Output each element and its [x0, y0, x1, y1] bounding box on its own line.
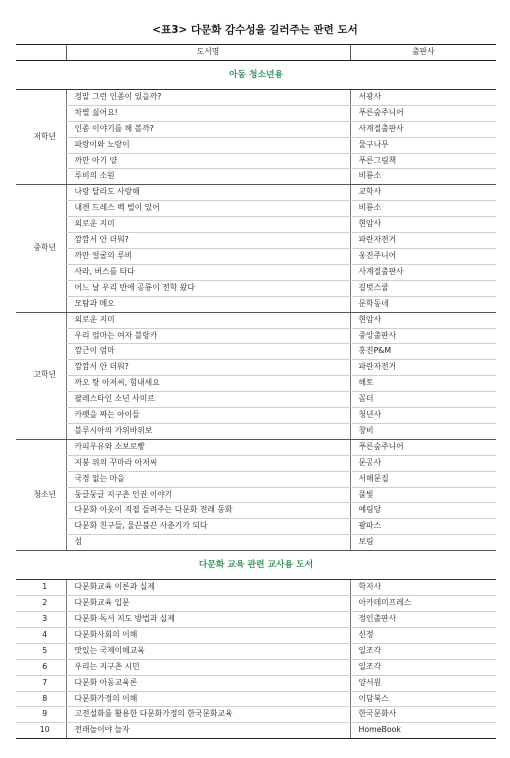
book-publisher: 길벗스쿨 [350, 280, 496, 296]
book-title: 까만 아기 양 [66, 153, 350, 169]
table-row [16, 612, 496, 628]
book-publisher: 중앙출판사 [350, 328, 496, 344]
row-number: 1 [16, 580, 66, 596]
row-number: 2 [16, 596, 66, 612]
table-row [16, 596, 496, 612]
table-row [16, 408, 496, 424]
table-row [16, 723, 496, 739]
book-publisher: 푸른숲주니어 [350, 105, 496, 121]
book-title: 파랑이와 노랑이 [66, 137, 350, 153]
row-number: 6 [16, 659, 66, 675]
book-title: 다문화가정의 이해 [66, 691, 350, 707]
book-title: 우리는 지구촌 시민 [66, 659, 350, 675]
table-row [16, 264, 496, 280]
book-title: 다문화교육 이론과 실제 [66, 580, 350, 596]
book-publisher: 파란자전거 [350, 233, 496, 249]
book-publisher: 팜파스 [350, 519, 496, 535]
book-publisher: 창비 [350, 423, 496, 439]
table-row [16, 201, 496, 217]
book-title: 다문화 독서 지도 방법과 실제 [66, 612, 350, 628]
header-row [16, 45, 496, 61]
book-title: 인종 이야기를 해 볼까? [66, 121, 350, 137]
table-row [16, 707, 496, 723]
book-publisher: 교학사 [350, 185, 496, 201]
table-row [16, 535, 496, 551]
book-title: 외로운 지미 [66, 312, 350, 328]
table-row [16, 105, 496, 121]
book-title: 나랑 달라도 사랑해 [66, 185, 350, 201]
book-publisher: 비룡소 [350, 169, 496, 185]
book-publisher: 일조각 [350, 659, 496, 675]
book-publisher: 사계절출판사 [350, 264, 496, 280]
row-number: 9 [16, 707, 66, 723]
table-row [16, 89, 496, 105]
book-publisher: 문학동네 [350, 296, 496, 312]
table-body [16, 60, 496, 738]
book-publisher: 신정 [350, 627, 496, 643]
book-title: 카피우유와 소보로빵 [66, 439, 350, 455]
book-title: 고전설화를 활용한 다문화가정의 한국문화교육 [66, 707, 350, 723]
row-number: 4 [16, 627, 66, 643]
grade-group-label: 저학년 [16, 89, 66, 184]
book-publisher: 현암사 [350, 217, 496, 233]
section-heading-youth [16, 60, 496, 89]
book-title: 내겐 드레스 백 벌이 있어 [66, 201, 350, 217]
book-publisher: 홍진P&M [350, 344, 496, 360]
book-publisher: 청년사 [350, 408, 496, 424]
table-row [16, 312, 496, 328]
table-row [16, 392, 496, 408]
row-number: 7 [16, 675, 66, 691]
table-row [16, 455, 496, 471]
table-row [16, 137, 496, 153]
book-table [16, 44, 496, 739]
table-row [16, 185, 496, 201]
book-publisher: 정인출판사 [350, 612, 496, 628]
book-publisher: 꼼더 [350, 392, 496, 408]
book-title: 차별 싫어요! [66, 105, 350, 121]
book-publisher: 이담북스 [350, 691, 496, 707]
book-publisher: 비룡소 [350, 201, 496, 217]
table-row [16, 280, 496, 296]
table-row [16, 487, 496, 503]
book-publisher: 서해문집 [350, 471, 496, 487]
book-title: 우리 엄마는 여자 블랑카 [66, 328, 350, 344]
book-title: 팔레스타인 소년 사미르 [66, 392, 350, 408]
book-publisher: HomeBook [350, 723, 496, 739]
book-publisher: 한국문화사 [350, 707, 496, 723]
book-title: 정말 그런 인종이 있을까? [66, 89, 350, 105]
book-title: 사라, 버스를 타다 [66, 264, 350, 280]
book-title: 섬 [66, 535, 350, 551]
table-row [16, 376, 496, 392]
row-number: 8 [16, 691, 66, 707]
table-row [16, 627, 496, 643]
book-title: 다문화교육 입문 [66, 596, 350, 612]
book-publisher: 서광사 [350, 89, 496, 105]
grade-group-label: 고학년 [16, 312, 66, 439]
book-title: 까오 탕 아저씨, 힘내세요 [66, 376, 350, 392]
book-title: 외로운 지미 [66, 217, 350, 233]
table-caption: <표3> 다문화 감수성을 길러주는 관련 도서 [152, 24, 358, 36]
book-publisher: 아카데미프레스 [350, 596, 496, 612]
book-title: 까만 얼굴의 루비 [66, 248, 350, 264]
book-publisher: 사계절출판사 [350, 121, 496, 137]
header-title: 도서명 [66, 45, 350, 61]
book-title: 깜근이 엄마 [66, 344, 350, 360]
book-publisher: 예림당 [350, 503, 496, 519]
row-number: 3 [16, 612, 66, 628]
book-publisher: 일조각 [350, 643, 496, 659]
book-title: 다문화 이웃이 직접 들려주는 다문화 전래 동화 [66, 503, 350, 519]
book-publisher: 문공사 [350, 455, 496, 471]
book-title: 전래놀이야 놀자 [66, 723, 350, 739]
book-publisher: 물구나무 [350, 137, 496, 153]
section-label: 다문화 교육 관련 교사용 도서 [16, 551, 496, 580]
book-title: 맛있는 국제이해교육 [66, 643, 350, 659]
table-row [16, 643, 496, 659]
book-publisher: 보림 [350, 535, 496, 551]
table-row [16, 217, 496, 233]
book-publisher: 풀빛 [350, 487, 496, 503]
book-publisher: 해토 [350, 376, 496, 392]
table-row [16, 233, 496, 249]
table-row [16, 121, 496, 137]
section-label: 아동 청소년용 [16, 60, 496, 89]
table-row [16, 248, 496, 264]
row-number: 10 [16, 723, 66, 739]
book-title: 어느 날 우리 반에 공룡이 전학 왔다 [66, 280, 350, 296]
book-title: 국경 없는 마을 [66, 471, 350, 487]
table-row [16, 296, 496, 312]
table-row [16, 691, 496, 707]
book-title: 다문화사회의 이해 [66, 627, 350, 643]
book-publisher: 현암사 [350, 312, 496, 328]
header-empty [16, 45, 66, 61]
book-title: 모탐과 메오 [66, 296, 350, 312]
book-title: 다문화 아동교육론 [66, 675, 350, 691]
table-row [16, 153, 496, 169]
table-row [16, 328, 496, 344]
book-title: 지붕 위의 꾸마라 아저씨 [66, 455, 350, 471]
book-publisher: 푸른숲주니어 [350, 439, 496, 455]
table-row [16, 675, 496, 691]
section-heading-teacher [16, 551, 496, 580]
book-title: 블루시아의 가위바위보 [66, 423, 350, 439]
book-publisher: 파란자전거 [350, 360, 496, 376]
book-publisher: 웅진주니어 [350, 248, 496, 264]
book-title: 깜깜서 안 더워? [66, 360, 350, 376]
table-row [16, 169, 496, 185]
book-title: 다문화 친구들, 울끈불끈 사춘기가 되다 [66, 519, 350, 535]
table-row [16, 423, 496, 439]
row-number: 5 [16, 643, 66, 659]
table-row [16, 471, 496, 487]
book-publisher: 푸른그림책 [350, 153, 496, 169]
table-row [16, 344, 496, 360]
book-title: 카펫을 짜는 아이들 [66, 408, 350, 424]
book-title: 루비의 소원 [66, 169, 350, 185]
book-publisher: 양서원 [350, 675, 496, 691]
grade-group-label: 청소년 [16, 439, 66, 550]
book-title: 둥글둥글 지구촌 인권 이야기 [66, 487, 350, 503]
table-row [16, 503, 496, 519]
book-title: 깜깜서 안 더워? [66, 233, 350, 249]
table-row [16, 439, 496, 455]
header-publisher: 출판사 [350, 45, 496, 61]
table-row [16, 659, 496, 675]
table-row [16, 580, 496, 596]
table-row [16, 519, 496, 535]
grade-group-label: 중학년 [16, 185, 66, 312]
book-publisher: 학지사 [350, 580, 496, 596]
table-row [16, 360, 496, 376]
